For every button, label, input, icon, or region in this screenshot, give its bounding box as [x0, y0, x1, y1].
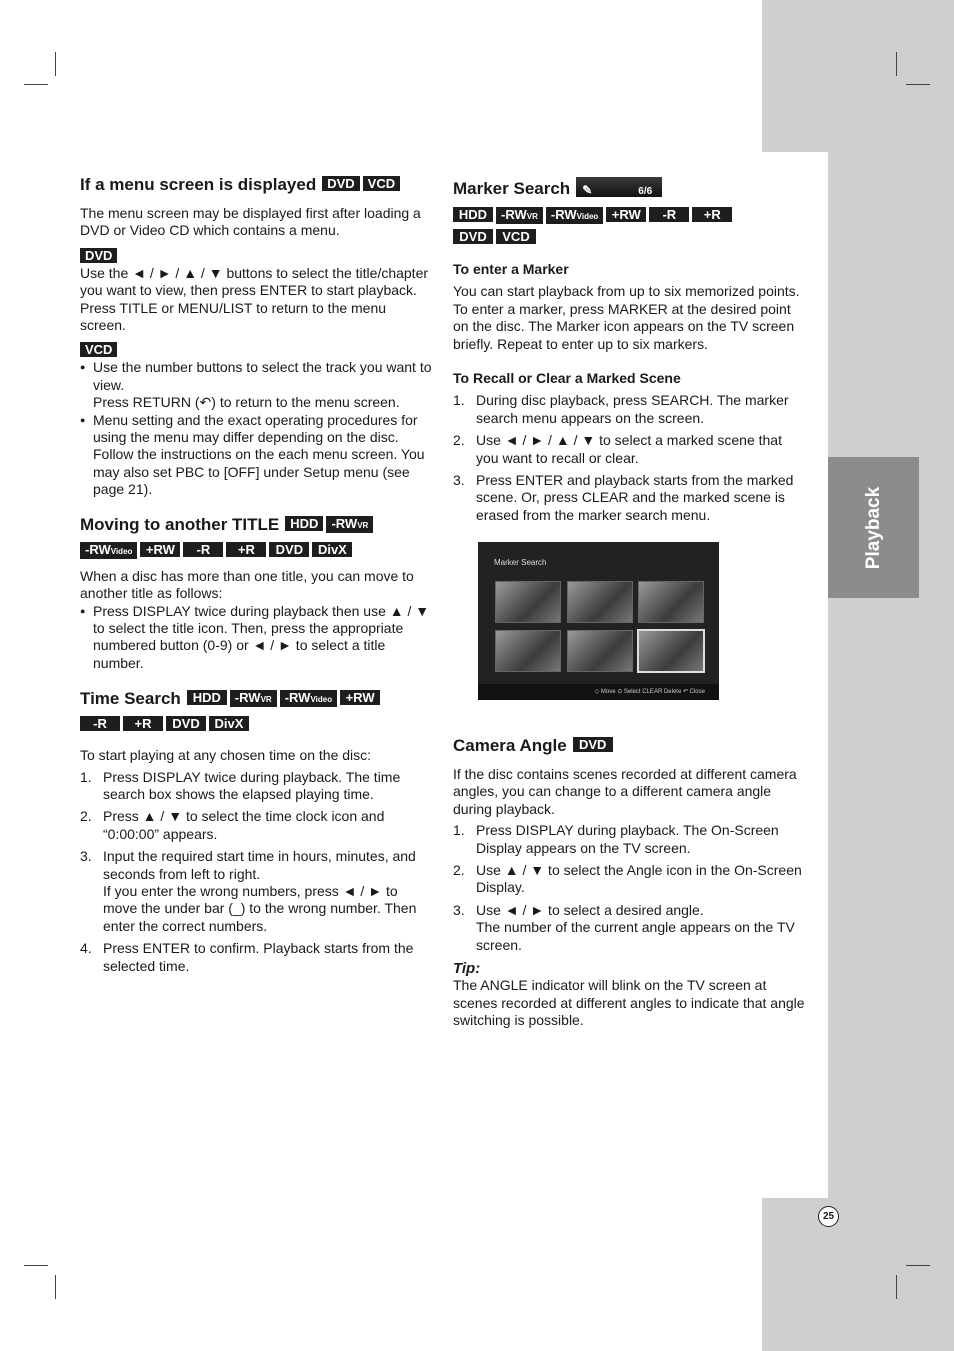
dvd-badge: DVD [573, 737, 613, 752]
crop-mark [55, 1275, 56, 1299]
list-item: 4. Press ENTER to confirm. Playback starts from the selected time. [80, 940, 432, 975]
list-item [80, 412, 432, 499]
marker-search-screenshot [478, 542, 719, 700]
enter-marker-text: You can start playback from up to six memorized points. To enter a marker, press MARKER at the desired point on the disc. The Marker icon appears on the TV screen briefly. Repeat to enter up to six markers. [453, 283, 800, 352]
step-text: Use ◄ / ► / ▲ / ▼ to select a marked scene that you want to recall or clear. [476, 432, 782, 466]
minus-r-badge: -R [183, 542, 223, 557]
vcd-bullet-text: ● Use the number buttons to select the track you want to view. [93, 359, 432, 393]
step-text: Press DISPLAY twice during playback. The time search box shows the elapsed playing time. [103, 768, 401, 802]
list-item: 2. Press ▲ / ▼ to select the time clock icon and “0:00:00” appears. [80, 808, 432, 843]
list-item: 1. Press DISPLAY twice during playback. The time search box shows the elapsed playing time. [80, 769, 432, 804]
hdd-badge: HDD [285, 516, 323, 531]
rw-vr-badge: -RWVR [326, 516, 373, 533]
tip-label: Tip: [453, 960, 481, 978]
dvd-badge: DVD [453, 229, 493, 244]
moving-intro: When a disc has more than one title, you can move to another title as follows: [80, 567, 414, 602]
time-search-heading: Time Search HDD -RWVR -RWVideo +RW [80, 688, 432, 710]
marker-thumbnail [495, 630, 561, 672]
dvd-badge: DVD [166, 716, 206, 731]
list-item: 2. Use ◄ / ► / ▲ / ▼ to select a marked scene that you want to recall or clear. [453, 432, 805, 467]
minus-r-badge: -R [80, 716, 120, 731]
plus-rw-badge: +RW [140, 542, 180, 557]
step-text: Press ENTER and playback starts from the marked scene. Or, press CLEAR and the marked scene is erased from the marker search menu. [476, 472, 794, 523]
hdd-badge: HDD [187, 690, 227, 705]
step-text: Use ◄ / ► to select a desired angle. [476, 901, 704, 918]
crop-mark [24, 84, 48, 85]
list-item: 2. Use ▲ / ▼ to select the Angle icon in the On-Screen Display. [453, 862, 805, 897]
step-text: Use ▲ / ▼ to select the Angle icon in the On-Screen Display. [476, 862, 802, 896]
minus-r-badge: -R [649, 207, 689, 222]
dvd-badge: DVD [269, 542, 309, 557]
list-item: 3. Use ◄ / ► to select a desired angle. The number of the current angle appears on the TV screen. [453, 902, 805, 954]
divx-badge: DivX [209, 716, 249, 731]
hdd-badge: HDD [453, 207, 493, 222]
section-tab [828, 457, 919, 598]
list-item: 3. Input the required start time in hours, minutes, and seconds from left to right. If you enter the wrong numbers, press ◄ / ► to move the under bar (_) to the wrong number. Then enter the correct numbers. [80, 848, 432, 935]
crop-mark [55, 52, 56, 76]
marker-thumbnail [638, 581, 704, 623]
menu-dvd-text: Use the ◄ / ► / ▲ / ▼ buttons to select the title/chapter you want to view, then press ENTER to start playback. [80, 264, 429, 299]
margin-band-top [762, 0, 954, 152]
camera-intro: If the disc contains scenes recorded at different camera angles, you can change to a different camera angle during playback. [453, 766, 797, 817]
menu-screen-heading: If a menu screen is displayed DVD VCD [80, 174, 432, 196]
step-text: Press ENTER to confirm. Playback starts from the selected time. [103, 940, 414, 974]
time-search-intro: To start playing at any chosen time on the disc: [80, 747, 372, 764]
plus-r-badge: +R [226, 542, 266, 557]
moving-title-heading: Moving to another TITLE HDD -RWVR [80, 514, 432, 536]
step-text: Press DISPLAY during playback. The On-Screen Display appears on the TV screen. [476, 822, 779, 856]
crop-mark [896, 1275, 897, 1299]
list-item: 1. Press DISPLAY during playback. The On-Screen Display appears on the TV screen. [453, 822, 805, 857]
vcd-return-text: Press RETURN (↶) to return to the menu screen. [93, 394, 400, 411]
marker-thumbnail [495, 581, 561, 623]
plus-r-badge: +R [692, 207, 732, 222]
screen-title: Marker Search [494, 558, 547, 567]
format-badges [80, 714, 432, 736]
page-number: 25 [818, 1206, 839, 1227]
marker-search-heading: Marker Search ✎ 6/6 [453, 177, 805, 200]
vcd-badge: VCD [363, 176, 400, 191]
plus-rw-badge: +RW [340, 690, 380, 705]
moving-bullet-text: ● Press DISPLAY twice during playback then use ▲ / ▼ to select the title icon. Then, press the appropriate numbered button (0-9) or ◄ / ► to select a title number. [93, 602, 430, 671]
marker-thumbnail-selected [637, 629, 705, 673]
format-badges [80, 540, 432, 562]
marker-thumbnail [567, 581, 633, 623]
step-text: Input the required start time in hours, minutes, and seconds from left to right. [103, 848, 416, 882]
crop-mark [906, 84, 930, 85]
right-column [453, 177, 805, 524]
camera-angle-section [453, 735, 805, 1030]
enter-marker-heading: To enter a Marker [453, 261, 569, 277]
divx-badge: DivX [312, 542, 352, 557]
crop-mark [24, 1265, 48, 1266]
step-text: During disc playback, press SEARCH. The marker search menu appears on the screen. [476, 392, 789, 426]
rw-vr-badge: -RWVR [230, 690, 277, 707]
menu-screen-intro: The menu screen may be displayed first after loading a DVD or Video CD which contains a menu. [80, 205, 421, 239]
rw-video-badge: -RWVideo [280, 690, 337, 707]
section-tab-label: Playback [862, 486, 884, 569]
vcd-badge: VCD [80, 342, 117, 357]
left-column [80, 174, 432, 975]
rw-vr-badge: -RWVR [496, 207, 543, 224]
recall-heading: To Recall or Clear a Marked Scene [453, 370, 681, 387]
step-text: Press ▲ / ▼ to select the time clock icon and “0:00:00” appears. [103, 808, 385, 842]
rw-video-badge: -RWVideo [546, 207, 603, 224]
camera-angle-heading: Camera Angle DVD [453, 735, 805, 757]
step-note: The number of the current angle appears on the TV screen. [476, 919, 795, 953]
rw-video-badge: -RWVideo [80, 542, 137, 559]
crop-mark [896, 52, 897, 76]
marker-icon: ✎ 6/6 [576, 177, 662, 197]
dvd-badge: DVD [80, 248, 117, 263]
menu-dvd-return: Press TITLE or MENU/LIST to return to the menu screen. [80, 299, 387, 334]
screen-footer: ◇ Move ⊙ Select CLEAR Delete ↶ Close [478, 684, 719, 700]
plus-rw-badge: +RW [606, 207, 646, 222]
list-item [80, 603, 432, 673]
marker-thumbnail [567, 630, 633, 672]
tip-text: The ANGLE indicator will blink on the TV screen at scenes recorded at different angles to indicate that angle switching is possible. [453, 977, 805, 1029]
margin-band-bottom [762, 1198, 954, 1351]
list-item [80, 359, 432, 411]
list-item: 3. Press ENTER and playback starts from the marked scene. Or, press CLEAR and the marked scene is erased from the marker search menu. [453, 472, 805, 524]
dvd-badge: DVD [322, 176, 359, 191]
crop-mark [906, 1265, 930, 1266]
plus-r-badge: +R [123, 716, 163, 731]
format-badges [453, 205, 805, 249]
list-item: 1. During disc playback, press SEARCH. The marker search menu appears on the screen. [453, 392, 805, 427]
vcd-badge: VCD [496, 229, 536, 244]
vcd-bullet-text: ● Menu setting and the exact operating procedures for using the menu may differ depending on the disc. Follow the instructions on the each menu screen. You may also set PBC to [OFF] under Setup menu (see page 21). [93, 411, 425, 498]
margin-band-side [828, 152, 954, 1198]
step-note: If you enter the wrong numbers, press ◄ / ► to move the under bar (_) to the wrong number. Then enter the correct numbers. [103, 882, 417, 934]
